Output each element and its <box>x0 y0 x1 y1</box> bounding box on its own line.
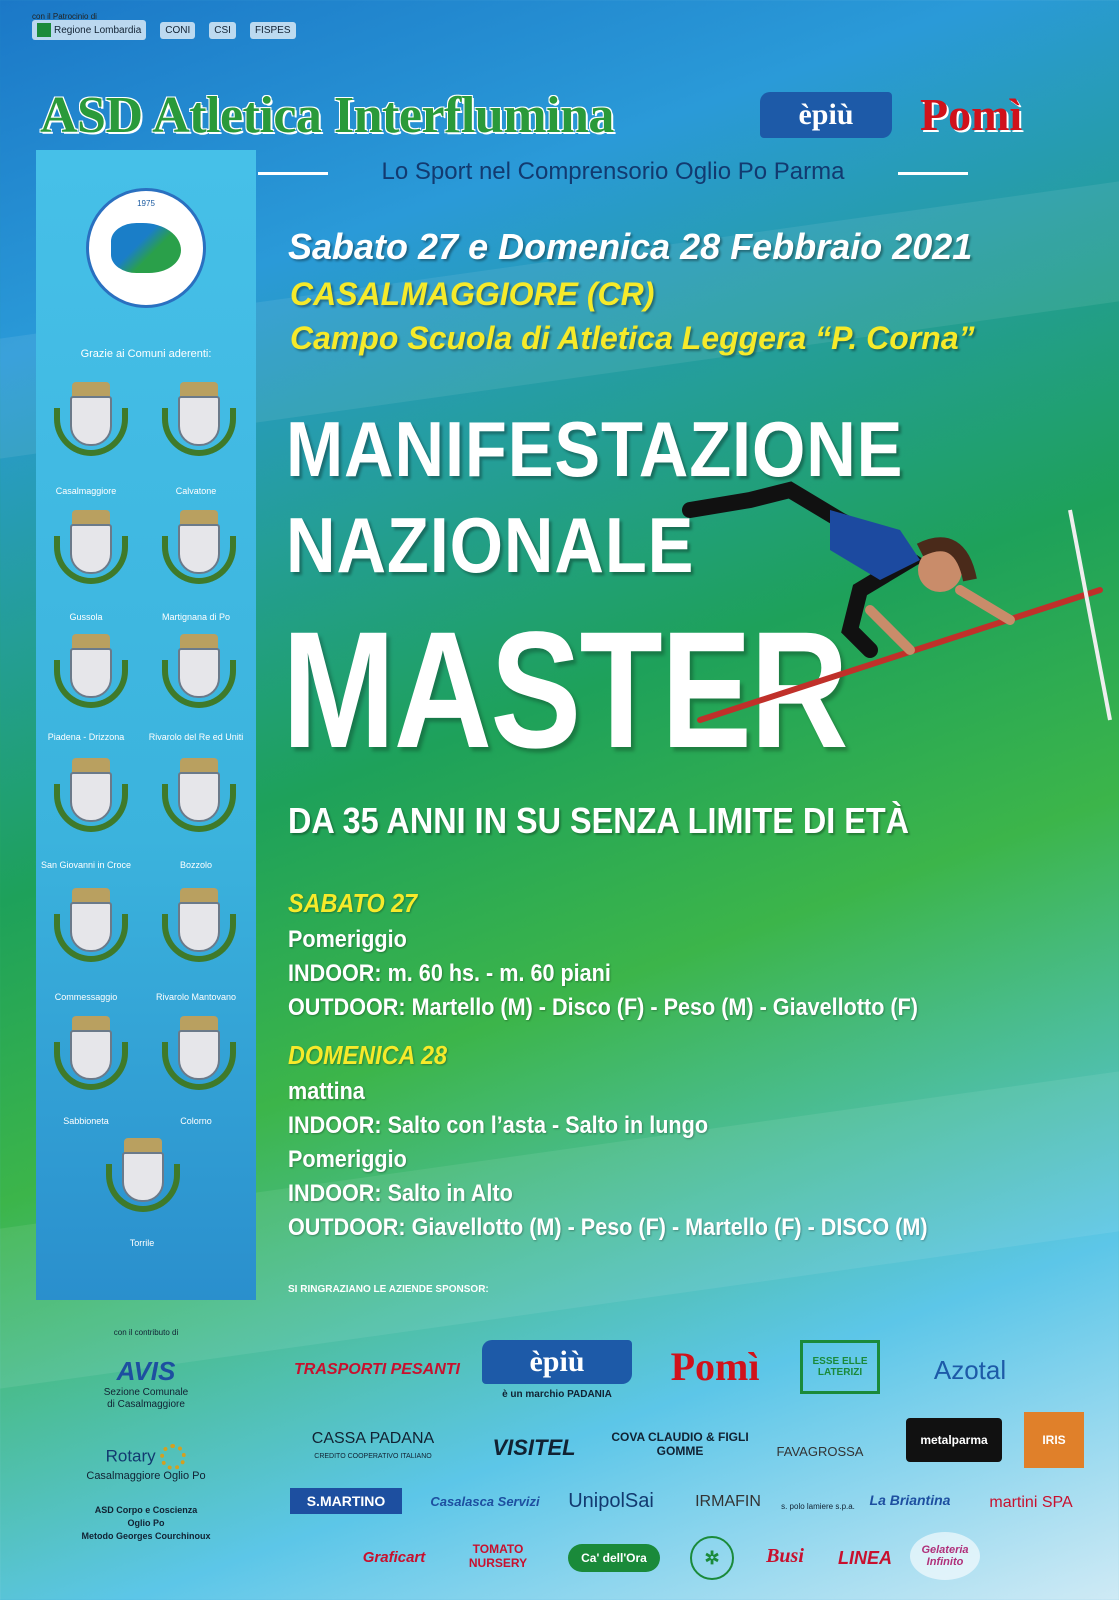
sponsor-logo: TOMATO NURSERY <box>468 1542 528 1570</box>
headline-nazionale: NAZIONALE <box>286 501 695 589</box>
comune-name: San Giovanni in Croce <box>40 860 132 870</box>
comune-name: Piadena - Drizzona <box>47 732 125 742</box>
age-requirement: DA 35 ANNI IN SU SENZA LIMITE DI ETÀ <box>288 800 910 841</box>
crest-icon <box>48 378 132 478</box>
crest-icon <box>48 506 132 606</box>
sponsor-logo: martini SPA <box>989 1494 1073 1511</box>
comune-name: Rivarolo Mantovano <box>155 992 237 1002</box>
crest-icon <box>48 754 132 854</box>
sponsor-logo: VISITEL <box>492 1435 576 1460</box>
rotary-logo: Rotary Casalmaggiore Oglio Po <box>60 1444 232 1482</box>
sponsor-logo: Azotal <box>933 1354 1007 1385</box>
schedule-sunday-outdoor: OUTDOOR: Giavellotto (M) - Peso (F) - Martello (F) - DISCO (M) <box>288 1214 928 1241</box>
event-date: Sabato 27 e Domenica 28 Febbraio 2021 <box>288 226 973 267</box>
comune-name: Martignana di Po <box>161 612 231 622</box>
headline-manifestazione: MANIFESTAZIONE <box>286 405 904 493</box>
patronage-bar <box>32 12 296 40</box>
sponsor-logo: Ca' dell'Ora <box>568 1544 660 1572</box>
comune-name: Casalmaggiore <box>55 486 117 496</box>
runner-icon <box>111 223 181 273</box>
crest-icon <box>156 754 240 854</box>
schedule-saturday-part: Pomeriggio <box>288 926 407 953</box>
crest-icon <box>48 884 132 984</box>
csi-logo: CSI <box>209 22 236 39</box>
schedule-sunday-title: DOMENICA 28 <box>288 1040 448 1070</box>
schedule-sunday-indoor2: INDOOR: Salto in Alto <box>288 1180 513 1207</box>
crest-icon <box>156 1012 240 1112</box>
sponsor-subtitle: CREDITO COOPERATIVO ITALIANO <box>314 1452 432 1460</box>
pole-vault-athlete-image <box>680 470 1119 730</box>
patronage-label: con il Patrocinio di <box>32 12 97 21</box>
sponsor-logo: Casalasca Servizi <box>430 1493 540 1509</box>
club-emblem-year: 1975 <box>137 199 155 208</box>
schedule-saturday-outdoor: OUTDOOR: Martello (M) - Disco (F) - Peso (M) - Giavellotto (F) <box>288 994 918 1021</box>
sponsors-label: SI RINGRAZIANO LE AZIENDE SPONSOR: <box>288 1284 489 1295</box>
crest-icon <box>156 630 240 730</box>
schedule-saturday-indoor: INDOOR: m. 60 hs. - m. 60 piani <box>288 960 611 987</box>
sponsor-logo: CASSA PADANA <box>311 1430 435 1447</box>
sponsor-logo: Busi <box>766 1544 804 1567</box>
crest-icon <box>156 884 240 984</box>
contributors-label: con il contributo di <box>113 1328 179 1337</box>
crest-icon <box>156 378 240 478</box>
sponsor-logo: S.MARTINO <box>290 1488 402 1514</box>
sponsor-logo: s. polo lamiere s.p.a. <box>781 1501 855 1511</box>
event-venue: Campo Scuola di Atletica Leggera “P. Corna” <box>290 320 975 356</box>
club-subtitle: Lo Sport nel Comprensorio Oglio Po Parma <box>268 158 958 186</box>
sponsor-logo: UnipolSai <box>568 1489 654 1512</box>
crest-icon <box>156 506 240 606</box>
sponsor-subtitle: è un marchio PADANIA <box>502 1388 612 1400</box>
fispes-logo: FISPES <box>250 22 296 39</box>
comune-name: Colorno <box>180 1116 212 1126</box>
sponsor-logo: èpiù <box>482 1340 632 1384</box>
schedule-sunday-indoor1: INDOOR: Salto con l’asta - Salto in lungo <box>288 1112 709 1139</box>
comuni-label: Grazie ai Comuni aderenti: <box>80 348 212 360</box>
sponsor-logo: Gelateria Infinito <box>910 1532 980 1580</box>
regione-lombardia-logo: Regione Lombardia <box>32 20 146 40</box>
schedule-sunday-morning: mattina <box>288 1078 365 1105</box>
sponsor-logo: IRMAFIN <box>695 1493 761 1510</box>
club-title: ASD Atletica Interflumina <box>40 87 614 144</box>
comune-name: Torrile <box>129 1238 155 1248</box>
comune-name: Commessaggio <box>54 992 118 1002</box>
sponsor-logo: TRASPORTI PESANTI <box>294 1361 460 1378</box>
sponsor-logo: La Briantina <box>869 1492 951 1508</box>
pomi-logo: Pomì <box>920 89 1023 140</box>
club-emblem <box>86 188 206 308</box>
avis-logo: AVIS Sezione Comunale di Casalmaggiore <box>103 1356 189 1410</box>
comune-name: Calvatone <box>175 486 217 496</box>
sponsor-logo: COVA CLAUDIO & FIGLI GOMME <box>611 1430 749 1458</box>
comune-name: Sabbioneta <box>63 1116 109 1126</box>
crest-icon <box>48 630 132 730</box>
sponsor-logo: Graficart <box>362 1548 426 1566</box>
comune-name: Bozzolo <box>179 860 213 870</box>
comune-name: Gussola <box>69 612 103 622</box>
rotary-wheel-icon <box>160 1444 186 1470</box>
headline-master: MASTER <box>282 598 847 783</box>
schedule-sunday-afternoon: Pomeriggio <box>288 1146 407 1173</box>
epiu-logo: èpiù <box>760 92 892 138</box>
compass-rose-icon: ✲ <box>690 1536 734 1580</box>
sponsor-logo: metalparma <box>906 1418 1002 1462</box>
coni-logo: CONI <box>160 22 195 39</box>
crest-icon <box>100 1134 184 1234</box>
sponsor-logo: FAVAGROSSA <box>776 1443 864 1459</box>
crest-icon <box>48 1012 132 1112</box>
sponsor-logo: ESSE ELLE LATERIZI <box>800 1340 880 1394</box>
event-city: CASALMAGGIORE (CR) <box>290 276 655 312</box>
sponsor-logo: IRIS <box>1024 1412 1084 1468</box>
sponsor-logo: LINEA <box>838 1547 892 1568</box>
schedule-saturday-title: SABATO 27 <box>288 888 418 918</box>
sponsor-logo: Pomì <box>670 1343 760 1389</box>
asd-corpo-coscienza: ASD Corpo e Coscienza Oglio Po Metodo Georges Courchinoux <box>81 1505 211 1541</box>
comune-name: Rivarolo del Re ed Uniti <box>148 732 244 742</box>
